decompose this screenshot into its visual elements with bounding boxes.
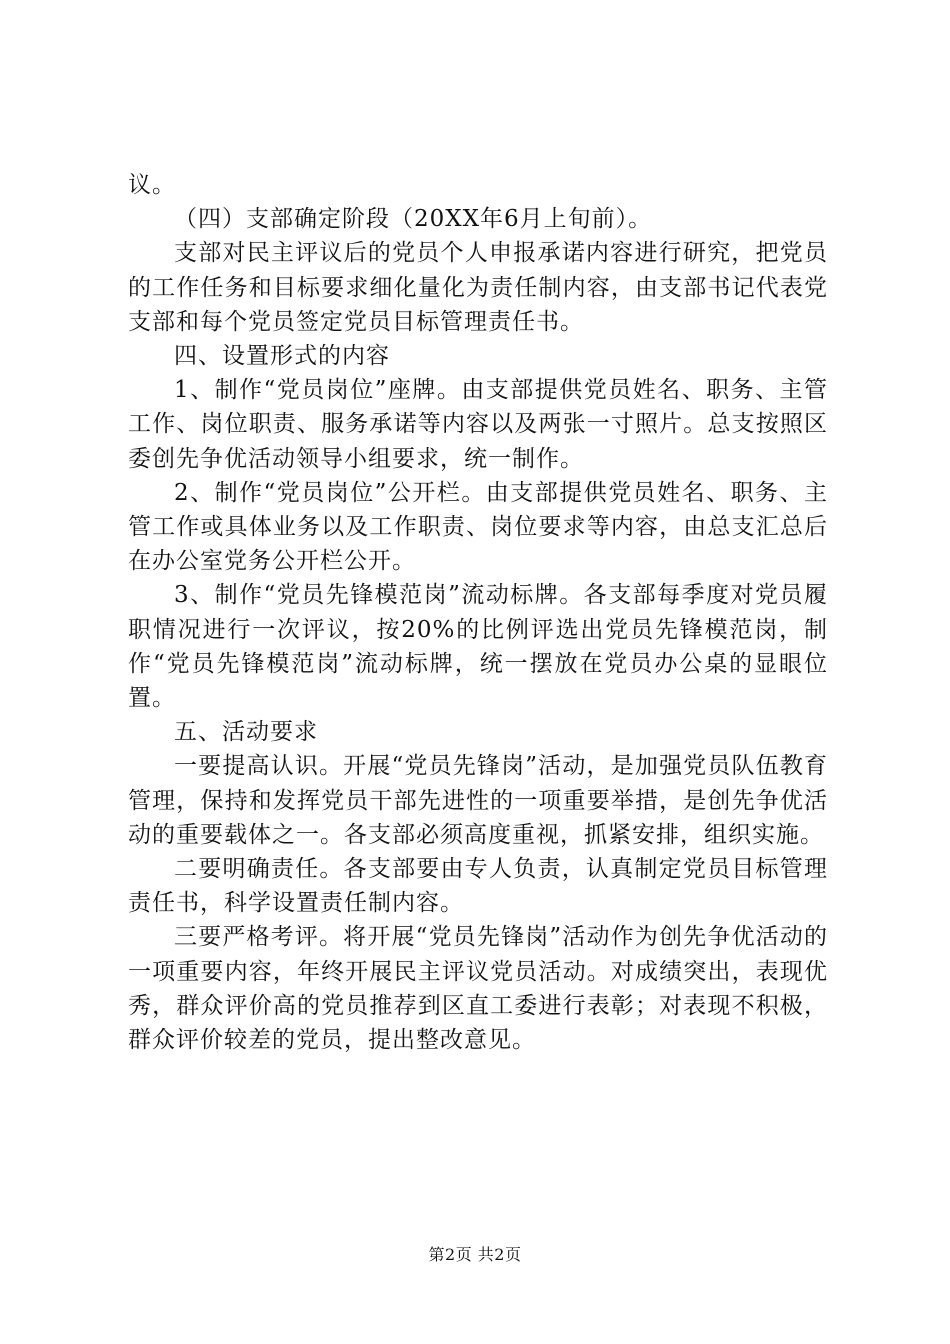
- paragraph-requirement-2: 二要明确责任。各支部要由专人负责，认真制定党员目标管理责任书，科学设置责任制内容。: [128, 856, 828, 917]
- paragraph-item-3: 3、制作“党员先锋模范岗”流动标牌。各支部每季度对党员履职情况进行一次评议，按20%的比例评选出党员先锋模范岗，制作“党员先锋模范岗”流动标牌，统一摆放在党员办公桌的显眼位置。: [128, 582, 828, 712]
- paragraph-branch-confirmation: 支部对民主评议后的党员个人申报承诺内容进行研究，把党员的工作任务和目标要求细化量化为责任制内容，由支部书记代表党支部和每个党员签定党员目标管理责任书。: [128, 240, 828, 335]
- section-heading-setup-content: 四、设置形式的内容: [174, 343, 390, 370]
- section-heading-activity-requirements: 五、活动要求: [174, 719, 318, 746]
- section-heading-branch-confirmation: （四）支部确定阶段（20XX年6月上旬前）。: [174, 206, 653, 233]
- document-body: [128, 168, 828, 1057]
- page-number-label: 第2页 共2页: [428, 1245, 522, 1264]
- paragraph-item-2: 2、制作“党员岗位”公开栏。由支部提供党员姓名、职务、主管工作或具体业务以及工作职责、岗位要求等内容，由总支汇总后在办公室党务公开栏公开。: [128, 479, 828, 575]
- paragraph-requirement-3: 三要严格考评。将开展“党员先锋岗”活动作为创先争优活动的一项重要内容，年终开展民主评议党员活动。对成绩突出，表现优秀，群众评价高的党员推荐到区直工委进行表彰；对表现不积极，群众评价较差的党员，提出整改意见。: [128, 924, 828, 1054]
- page-footer: [0, 1242, 950, 1265]
- paragraph-item-1: 1、制作“党员岗位”座牌。由支部提供党员姓名、职务、主管工作、岗位职责、服务承诺等内容以及两张一寸照片。总支按照区委创先争优活动领导小组要求，统一制作。: [128, 377, 828, 472]
- paragraph-continuation: 议。: [128, 172, 176, 198]
- paragraph-requirement-1: 一要提高认识。开展“党员先锋岗”活动，是加强党员队伍教育管理，保持和发挥党员干部先进性的一项重要举措，是创先争优活动的重要载体之一。各支部必须高度重视，抓紧安排，组织实施。: [128, 753, 828, 848]
